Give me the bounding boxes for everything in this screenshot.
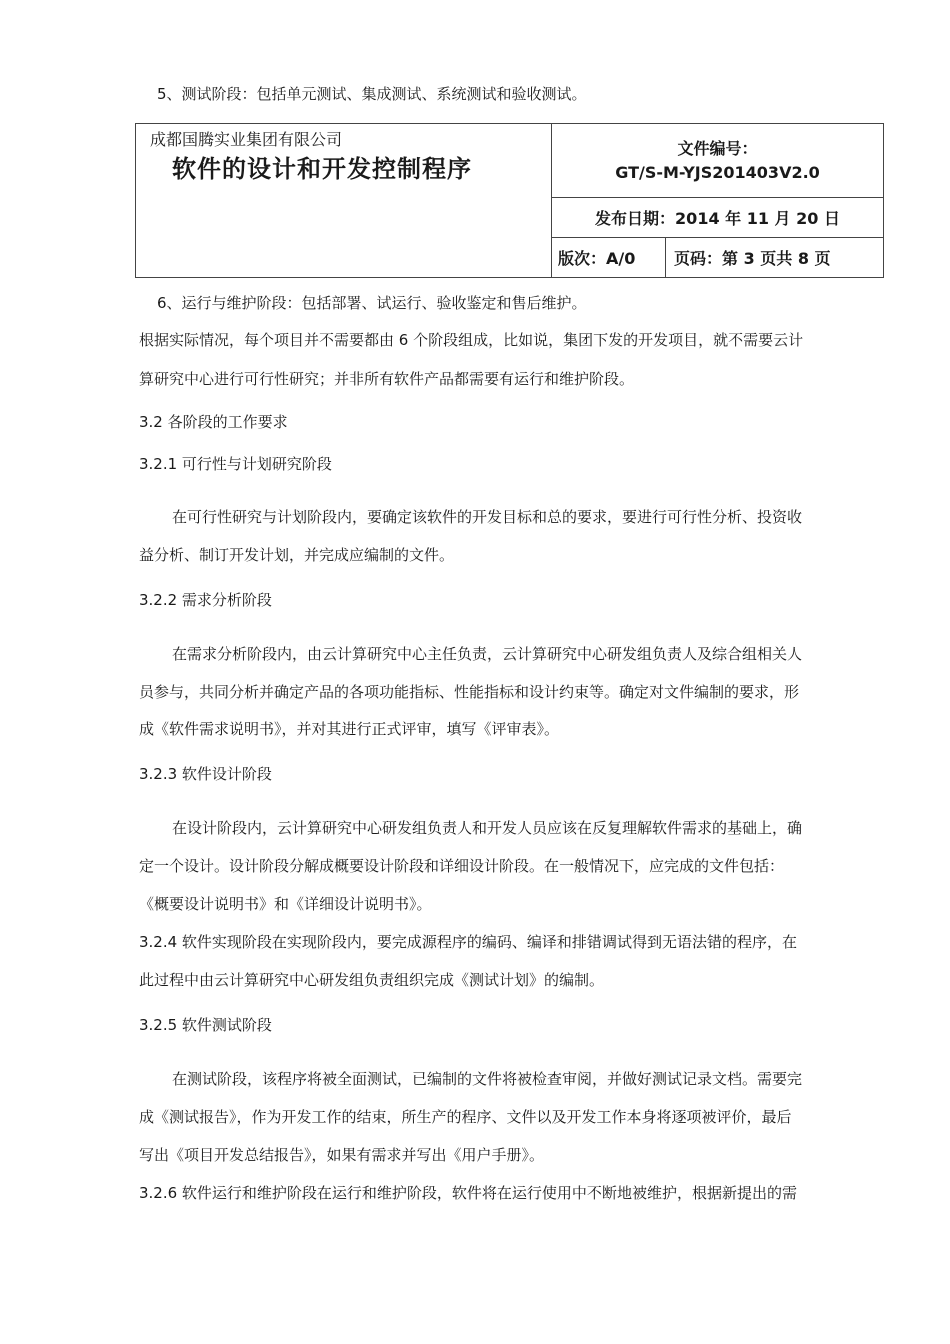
paragraph-line: 定一个设计。设计阶段分解成概要设计阶段和详细设计阶段。在一般情况下，应完成的文件包括： xyxy=(139,857,785,875)
paragraph-line: 《概要设计说明书》和《详细设计说明书》。 xyxy=(139,895,432,913)
section-heading-3-2-3: 3.2.3 软件设计阶段 xyxy=(139,765,272,783)
doc-number-cell xyxy=(552,124,884,198)
document-title: 软件的设计和开发控制程序 xyxy=(172,155,472,183)
company-name: 成都国腾实业集团有限公司 xyxy=(150,130,343,149)
paragraph-line: 在设计阶段内，云计算研究中心研发组负责人和开发人员应该在反复理解软件需求的基础上，确 xyxy=(172,819,803,837)
page-number: 页码：第 3 页共 8 页 xyxy=(674,249,831,268)
intro-item-5: 5、测试阶段：包括单元测试、集成测试、系统测试和验收测试。 xyxy=(157,85,587,103)
section-heading-3-2-1: 3.2.1 可行性与计划研究阶段 xyxy=(139,455,332,473)
paragraph-line: 在测试阶段，该程序将被全面测试，已编制的文件将被检查审阅，并做好测试记录文档。需要完 xyxy=(172,1070,803,1088)
doc-number-label: 文件编号： xyxy=(677,138,758,158)
release-date-cell xyxy=(552,198,884,238)
paragraph-line: 3.2.4 软件实现阶段在实现阶段内，要完成源程序的编码、编译和排错调试得到无语法错的程序，在 xyxy=(139,933,797,951)
version: 版次：A/0 xyxy=(558,249,636,268)
paragraph-line: 写出《项目开发总结报告》，如果有需求并写出《用户手册》。 xyxy=(139,1146,545,1164)
paragraph-line: 员参与，共同分析并确定产品的各项功能指标、性能指标和设计约束等。确定对文件编制的要求，形 xyxy=(139,683,800,701)
section-heading-3-2-2: 3.2.2 需求分析阶段 xyxy=(139,591,272,609)
paragraph-line: 在可行性研究与计划阶段内，要确定该软件的开发目标和总的要求，要进行可行性分析、投资收 xyxy=(172,508,803,526)
paragraph-line: 在需求分析阶段内，由云计算研究中心主任负责，云计算研究中心研发组负责人及综合组相关人 xyxy=(172,645,803,663)
paragraph-line: 成《软件需求说明书》，并对其进行正式评审，填写《评审表》。 xyxy=(139,720,560,738)
paragraph-line: 算研究中心进行可行性研究；并非所有软件产品都需要有运行和维护阶段。 xyxy=(139,370,635,388)
paragraph-line: 根据实际情况，每个项目并不需要都由 6 个阶段组成，比如说，集团下发的开发项目，就不需要云计 xyxy=(139,331,804,349)
section-heading-3-2: 3.2 各阶段的工作要求 xyxy=(139,413,288,431)
doc-number: GT/S-M-YJS201403V2.0 xyxy=(615,162,820,182)
page-number-cell xyxy=(666,238,884,278)
paragraph-line: 成《测试报告》，作为开发工作的结束，所生产的程序、文件以及开发工作本身将逐项被评价，最后 xyxy=(139,1108,792,1126)
release-date: 发布日期：2014 年 11 月 20 日 xyxy=(595,209,840,228)
paragraph-line: 3.2.6 软件运行和维护阶段在运行和维护阶段，软件将在运行使用中不断地被维护，根据新提出的需 xyxy=(139,1184,797,1202)
item-6: 6、运行与维护阶段：包括部署、试运行、验收鉴定和售后维护。 xyxy=(157,294,587,312)
paragraph-line: 益分析、制订开发计划，并完成应编制的文件。 xyxy=(139,546,455,564)
paragraph-line: 此过程中由云计算研究中心研发组负责组织完成《测试计划》的编制。 xyxy=(139,971,605,989)
section-heading-3-2-5: 3.2.5 软件测试阶段 xyxy=(139,1016,272,1034)
version-cell xyxy=(552,238,666,278)
